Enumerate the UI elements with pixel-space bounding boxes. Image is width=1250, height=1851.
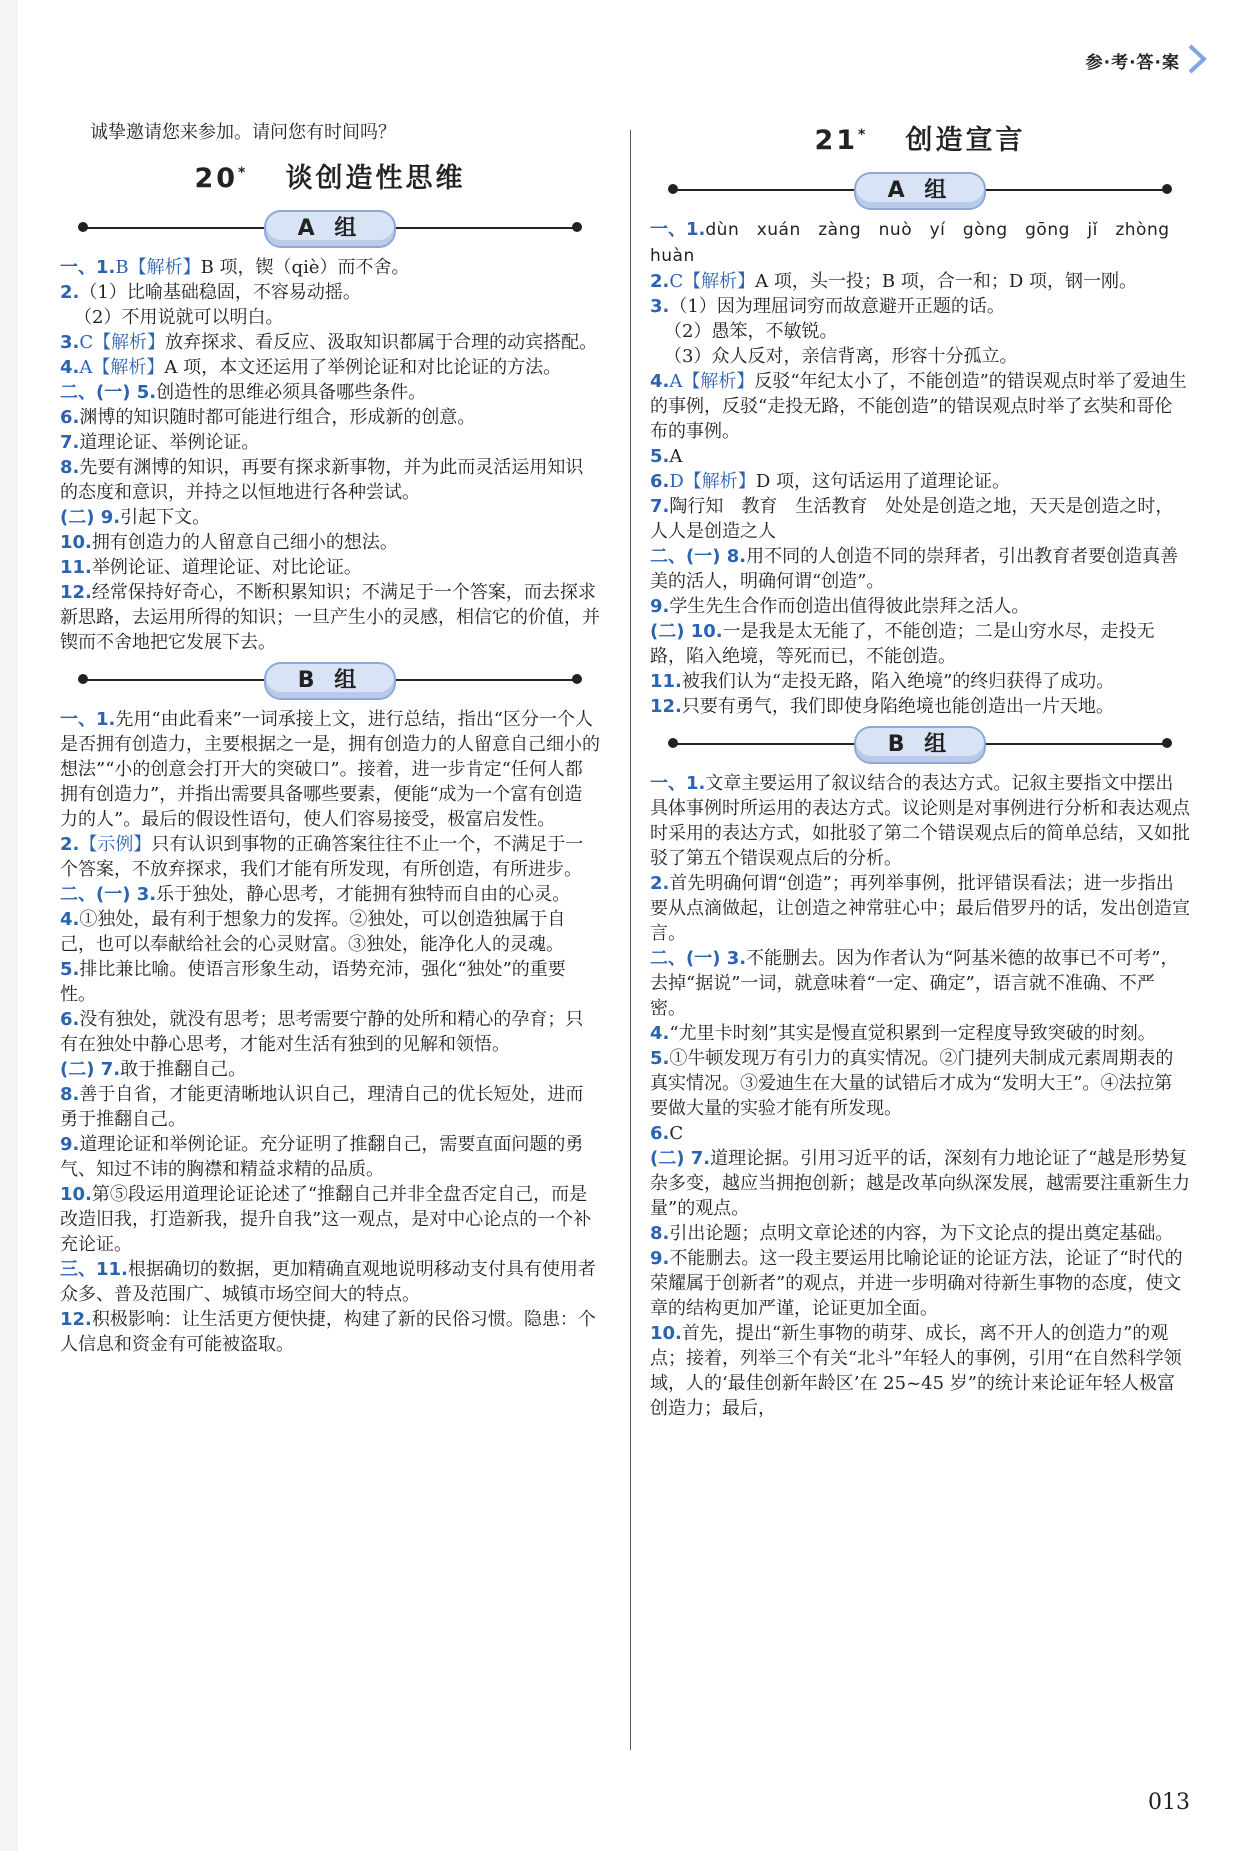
answer-item [60, 430, 600, 455]
answer-item [650, 1046, 1190, 1121]
answer-number: 二、(一) 8. [650, 546, 747, 567]
answer-item [60, 907, 600, 957]
answer-item [650, 946, 1190, 1021]
answer-item [60, 832, 600, 882]
answer-text: 只要有勇气，我们即使身陷绝境也能创造出一片天地。 [681, 696, 1114, 717]
group-b-banner: B 组 [650, 725, 1190, 763]
answer-number: 9. [650, 596, 670, 617]
answer-text: 举例论证、道理论证、对比论证。 [91, 557, 362, 578]
answer-item [650, 319, 1190, 344]
answer-number: 6. [60, 1009, 80, 1030]
answer-number: (二) 10. [650, 621, 723, 642]
answer-number: 一、1. [650, 219, 706, 240]
analysis-tag: C【解析】 [669, 271, 756, 292]
chevron-right-icon [1182, 42, 1212, 76]
right-group-a-answers [650, 217, 1190, 719]
answer-number: 8. [60, 457, 80, 478]
answer-text: 排比兼比喻。使语言形象生动，语势充沛，强化“独处”的重要性。 [60, 959, 566, 1005]
answer-item [650, 694, 1190, 719]
answer-text: D 项，这句话运用了道理论证。 [755, 471, 1010, 492]
answer-text: 先用“由此看来”一词承接上文，进行总结，指出“区分一个人是否拥有创造力，主要根据之一是，拥有创造力的人留意自己细小的想法”“小的创意会打开大的突破口”。接着，进一步肯定“任何人都拥有创造力”，并指出需要具备哪些要素，便能“成为一个富有创造力的人”。最后的假设性语句，使人们容易接受，极富启发性。 [60, 709, 600, 830]
answer-text: 敢于推翻自己。 [120, 1059, 247, 1080]
analysis-tag: A【解析】 [669, 371, 755, 392]
answer-item [650, 444, 1190, 469]
answer-text: 道理论证、举例论证。 [79, 432, 260, 453]
answer-number: 2. [60, 834, 80, 855]
answer-text: 道理论证和举例论证。充分证明了推翻自己，需要直面问题的勇气、知过不讳的胸襟和精益求精的品质。 [60, 1134, 584, 1180]
answer-item [650, 1221, 1190, 1246]
answer-text: A 项，头一投；B 项，合一和；D 项，钢一刚。 [755, 271, 1137, 292]
answer-number: 11. [60, 557, 92, 578]
answer-number: 8. [60, 1084, 80, 1105]
answer-item [650, 669, 1190, 694]
answer-number: 4. [650, 371, 670, 392]
answer-text: 引起下文。 [120, 507, 211, 528]
answer-item [60, 1182, 600, 1257]
answer-text: 道理论据。引用习近平的话，深刻有力地论证了“越是形势复杂多变，越应当拥抱创新；越是改革向纵深发展，越需要注重新生力量”的观点。 [650, 1148, 1190, 1219]
answer-text: 经常保持好奇心，不断积累知识；不满足于一个答案，而去探求新思路，去运用所得的知识；一旦产生小的灵感，相信它的价值，并锲而不舍地把它发展下去。 [60, 582, 600, 653]
answer-item [650, 594, 1190, 619]
answer-text: 引出论题；点明文章论述的内容，为下文论点的提出奠定基础。 [669, 1223, 1174, 1244]
answer-number: 8. [650, 1223, 670, 1244]
answer-text: ①牛顿发现万有引力的真实情况。②门捷列夫制成元素周期表的真实情况。③爱迪生在大量的试错后才成为“发明大王”。④法拉第要做大量的实验才能有所发现。 [650, 1048, 1174, 1119]
answer-item [650, 1021, 1190, 1046]
answer-item [650, 871, 1190, 946]
right-group-b-answers [650, 771, 1190, 1421]
answer-item [60, 957, 600, 1007]
group-a-banner: A 组 [60, 209, 600, 247]
answer-number: 6. [650, 471, 670, 492]
answer-item [650, 1246, 1190, 1321]
answer-text: 根据确切的数据，更加精确直观地说明移动支付具有使用者众多、普及范围广、城镇市场空间大的特点。 [60, 1259, 596, 1305]
answer-item [60, 505, 600, 530]
analysis-tag: C【解析】 [79, 332, 166, 353]
lesson-title-20: 20* 谈创造性思维 [194, 163, 466, 194]
answer-item [60, 305, 600, 330]
answer-number: 4. [60, 909, 80, 930]
group-b-banner: B 组 [60, 661, 600, 699]
answer-text: 先要有渊博的知识，再要有探求新事物，并为此而灵活运用知识的态度和意识，并持之以恒地进行各种尝试。 [60, 457, 584, 503]
group-a-banner: A 组 [650, 171, 1190, 209]
answer-number: 5. [650, 1048, 670, 1069]
page-edge [0, 0, 18, 1851]
answer-number: 一、1. [60, 709, 116, 730]
answer-text: A 项，本文还运用了举例论证和对比论证的方法。 [164, 357, 562, 378]
answer-text: 一是我是太无能了，不能创造；二是山穷水尽，走投无路，陷入绝境，等死而已，不能创造。 [650, 621, 1155, 667]
answer-item [60, 280, 600, 305]
answer-number: 4. [650, 1023, 670, 1044]
answer-text: 创造性的思维必须具备哪些条件。 [156, 382, 427, 403]
answer-number: (二) 9. [60, 507, 121, 528]
answer-text: 不能删去。这一段主要运用比喻论证的论证方法，论证了“时代的荣耀属于创新者”的观点，并进一步明确对待新生事物的态度，使文章的结构更加严谨，论证更加全面。 [650, 1248, 1183, 1319]
answer-number: 6. [650, 1123, 670, 1144]
answer-text: （2）愚笨，不敏锐。 [664, 321, 838, 342]
answer-text: 不能删去。因为作者认为“阿基米德的故事已不可考”，去掉“据说”一词，就意味着“一定、确定”，语言就不准确、不严密。 [650, 948, 1179, 1019]
answer-number: 10. [60, 1184, 92, 1205]
answer-text: 首先明确何谓“创造”；再列举事例，批评错误看法；进一步指出要从点滴做起，让创造之神常驻心中；最后借罗丹的话，发出创造宣言。 [650, 873, 1190, 944]
answer-item [650, 369, 1190, 444]
analysis-tag: A【解析】 [79, 357, 165, 378]
answer-text: ①独处，最有利于想象力的发挥。②独处，可以创造独属于自己，也可以奉献给社会的心灵财富。③独处，能净化人的灵魂。 [60, 909, 566, 955]
answer-item [60, 530, 600, 555]
answer-number: 11. [650, 671, 682, 692]
answer-number: 10. [60, 532, 92, 553]
answer-number: 二、(一) 3. [650, 948, 747, 969]
answer-text: B 项，锲（qiè）而不舍。 [200, 257, 410, 278]
answer-text: 文章主要运用了叙议结合的表达方式。记叙主要指文中摆出具体事例时所运用的表达方式。议论则是对事例进行分析和表达观点时采用的表达方式，如批驳了第二个错误观点后的简单总结，又如批驳了第五个错误观点后的分析。 [650, 773, 1190, 869]
analysis-tag: D【解析】 [669, 471, 756, 492]
answer-number: 10. [650, 1323, 682, 1344]
answer-number: 3. [650, 296, 670, 317]
answer-text: 放弃探求、看反应、汲取知识都属于合理的动宾搭配。 [165, 332, 598, 353]
answer-item [60, 1257, 600, 1307]
answer-number: 三、11. [60, 1259, 128, 1280]
answer-item [650, 771, 1190, 871]
answer-item [60, 882, 600, 907]
answer-item [60, 405, 600, 430]
answer-item [60, 355, 600, 380]
answer-number: 6. [60, 407, 80, 428]
answer-number: 7. [60, 432, 80, 453]
answer-text: （3）众人反对，亲信背离，形容十分孤立。 [664, 346, 1018, 367]
answer-item [60, 1132, 600, 1182]
answer-text: 第⑤段运用道理论证论述了“推翻自己并非全盘否定自己，而是改造旧我，打造新我，提升自我”这一观点，是对中心论点的一个补充论证。 [60, 1184, 592, 1255]
answer-text: 渊博的知识随时都可能进行组合，形成新的创意。 [79, 407, 476, 428]
answer-item [60, 1057, 600, 1082]
answer-number: 3. [60, 332, 80, 353]
analysis-tag: 【示例】 [79, 834, 152, 855]
answer-number: 5. [650, 446, 670, 467]
answer-item [650, 269, 1190, 294]
answer-text: 陶行知 教育 生活教育 处处是创造之地，天天是创造之时，人人是创造之人 [650, 496, 1174, 542]
answer-item [650, 1146, 1190, 1221]
answer-text: 积极影响：让生活更方便快捷，构建了新的民俗习惯。隐患：个人信息和资金有可能被盗取。 [60, 1309, 596, 1355]
answer-item [650, 344, 1190, 369]
answer-text: “尤里卡时刻”其实是慢直觉积累到一定程度导致突破的时刻。 [669, 1023, 1156, 1044]
answer-number: 二、(一) 3. [60, 884, 157, 905]
page-number: 013 [1148, 1790, 1190, 1815]
answer-text: 被我们认为“走投无路，陷入绝境”的终归获得了成功。 [681, 671, 1115, 692]
answer-number: 12. [60, 582, 92, 603]
lesson-title-21: 21* 创造宣言 [814, 125, 1026, 156]
answer-item [650, 294, 1190, 319]
answer-item [650, 494, 1190, 544]
answer-number: 二、(一) 5. [60, 382, 157, 403]
answer-number: 9. [60, 1134, 80, 1155]
answer-number: 4. [60, 357, 80, 378]
answer-text: 乐于独处，静心思考，才能拥有独特而自由的心灵。 [156, 884, 571, 905]
answer-item [60, 707, 600, 832]
right-column [650, 118, 1190, 1421]
left-column [60, 118, 600, 1357]
answer-item [60, 255, 600, 280]
answer-text: 只有认识到事物的正确答案往往不止一个，不满足于一个答案，不放弃探求，我们才能有所发现，有所创造，有所进步。 [60, 834, 584, 880]
answer-number: 2. [650, 271, 670, 292]
answer-text: dùn xuán zàng nuò yí gòng gōng jǐ zhòng huàn [650, 220, 1188, 266]
answer-number: 5. [60, 959, 80, 980]
column-divider [630, 130, 631, 1750]
answer-key-header: 参·考·答·案 [1085, 53, 1180, 73]
answer-number: 2. [60, 282, 80, 303]
answer-text: 没有独处，就没有思考；思考需要宁静的处所和精心的孕育；只有在独处中静心思考，才能对生活有独到的见解和领悟。 [60, 1009, 584, 1055]
answer-item [60, 1007, 600, 1057]
answer-text: 善于自省，才能更清晰地认识自己，理清自己的优长短处，进而勇于推翻自己。 [60, 1084, 584, 1130]
left-group-b-answers [60, 707, 600, 1357]
answer-text: 反驳“年纪太小了，不能创造”的错误观点时举了爱迪生的事例，反驳“走投无路，不能创造”的错误观点时举了玄奘和哥伦布的事例。 [650, 371, 1187, 442]
answer-item [60, 380, 600, 405]
intro-text: 诚挚邀请您来参加。请问您有时间吗？ [90, 122, 396, 143]
answer-number: 12. [60, 1309, 92, 1330]
answer-item [650, 1321, 1190, 1421]
answer-item [60, 330, 600, 355]
answer-number: (二) 7. [650, 1148, 711, 1169]
answer-item [650, 469, 1190, 494]
answer-item [60, 580, 600, 655]
answer-text: 首先，提出“新生事物的萌芽、成长，离不开人的创造力”的观点；接着，列举三个有关“北斗”年轻人的事例，引用“在自然科学领域，人的‘最佳创新年龄区’在 25~45 岁”的统计来论证年轻人极富创造力；最后， [650, 1323, 1182, 1419]
answer-number: 2. [650, 873, 670, 894]
answer-item [650, 619, 1190, 669]
answer-text: 学生先生合作而创造出值得彼此崇拜之活人。 [669, 596, 1030, 617]
answer-item [60, 1307, 600, 1357]
answer-item [60, 455, 600, 505]
answer-text: （1）比喻基础稳固，不容易动摇。 [79, 282, 361, 303]
answer-number: 一、1. [650, 773, 706, 794]
answer-text: （2）不用说就可以明白。 [74, 307, 284, 328]
answer-text: （1）因为理屈词穷而故意避开正题的话。 [669, 296, 1005, 317]
answer-number: 9. [650, 1248, 670, 1269]
analysis-tag: B【解析】 [115, 257, 201, 278]
answer-text: 拥有创造力的人留意自己细小的想法。 [91, 532, 398, 553]
answer-item [60, 1082, 600, 1132]
answer-item [60, 555, 600, 580]
answer-number: 12. [650, 696, 682, 717]
answer-item [650, 544, 1190, 594]
answer-item [650, 217, 1190, 269]
answer-text: A [669, 446, 683, 467]
answer-number: 一、1. [60, 257, 116, 278]
left-group-a-answers [60, 255, 600, 655]
answer-text: 用不同的人创造不同的崇拜者，引出教育者要创造真善美的活人，明确何谓“创造”。 [650, 546, 1179, 592]
answer-text: C [669, 1123, 684, 1144]
answer-number: (二) 7. [60, 1059, 121, 1080]
answer-number: 7. [650, 496, 670, 517]
answer-item [650, 1121, 1190, 1146]
